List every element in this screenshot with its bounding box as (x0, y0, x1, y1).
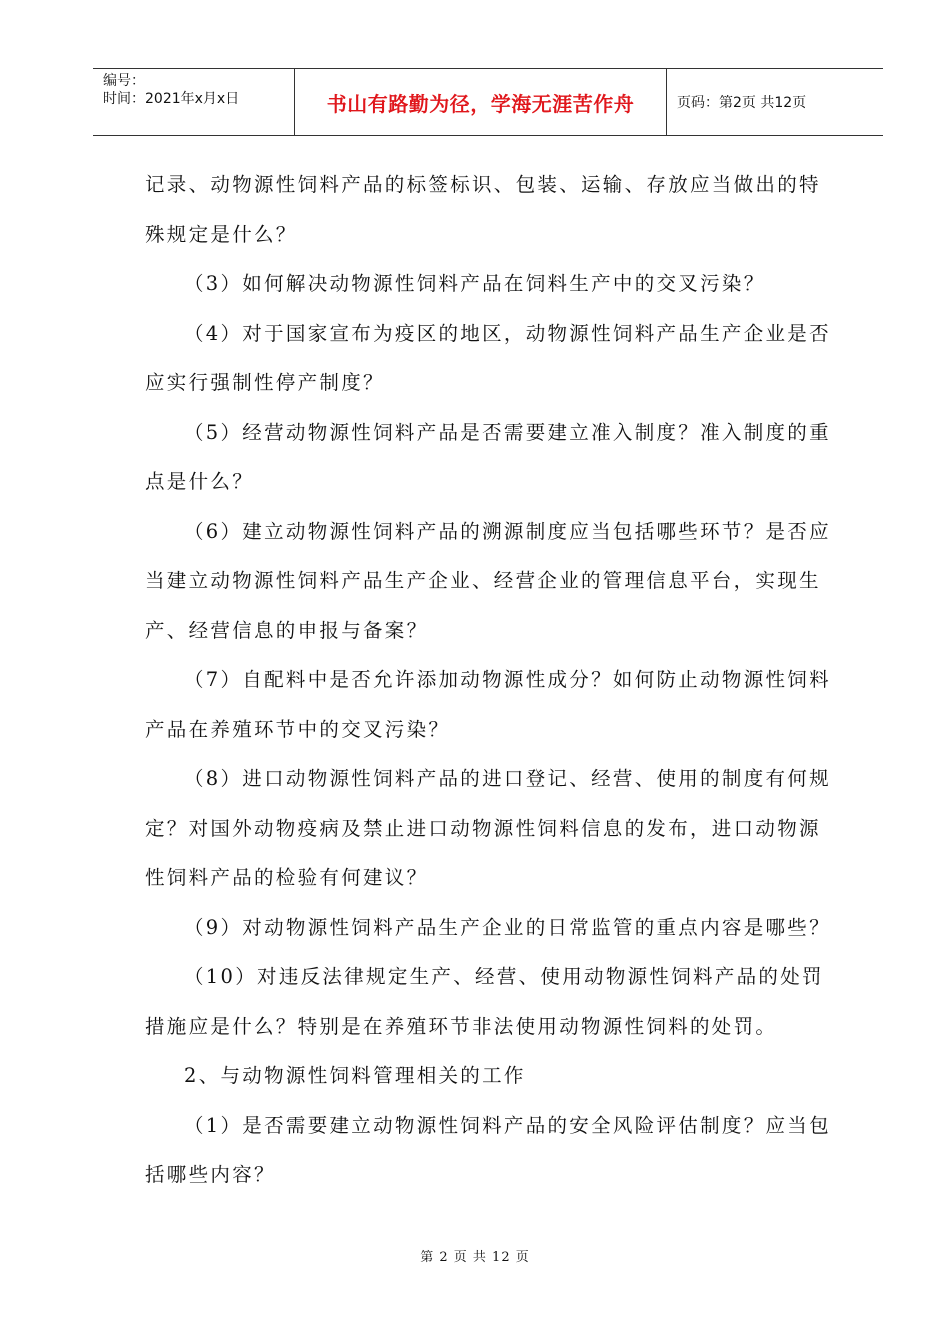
paragraph: （6）建立动物源性饲料产品的溯源制度应当包括哪些环节？是否应当建立动物源性饲料产品生产企业、经营企业的管理信息平台，实现生产、经营信息的申报与备案？ (145, 519, 831, 642)
paragraph: （1）是否需要建立动物源性饲料产品的安全风险评估制度？应当包括哪些内容？ (145, 1113, 831, 1186)
header-page-info: 页码：第2页 共12页 (677, 95, 807, 111)
document-body (145, 160, 835, 1200)
paragraph: （3）如何解决动物源性饲料产品在饲料生产中的交叉污染？ (184, 272, 766, 295)
section-heading: 2、与动物源性饲料管理相关的工作 (184, 1064, 526, 1087)
paragraph: （9）对动物源性饲料产品生产企业的日常监管的重点内容是哪些？ (184, 915, 831, 939)
paragraph: 记录、动物源性饲料产品的标签标识、包装、运输、存放应当做出的特殊规定是什么？ (145, 173, 821, 246)
paragraph: （10）对违反法律规定生产、经营、使用动物源性饲料产品的处罚措施应是什么？特别是在养殖环节非法使用动物源性饲料的处罚。 (145, 965, 824, 1038)
paragraph: （8）进口动物源性饲料产品的进口登记、经营、使用的制度有何规定？对国外动物疫病及禁止进口动物源性饲料信息的发布，进口动物源性饲料产品的检验有何建议？ (145, 767, 831, 889)
header-motto: 书山有路勤为径，学海无涯苦作舟 (295, 69, 667, 135)
paragraph: （5）经营动物源性饲料产品是否需要建立准入制度？准入制度的重点是什么？ (145, 420, 831, 493)
paragraph: （7）自配料中是否允许添加动物源性成分？如何防止动物源性饲料产品在养殖环节中的交叉污染？ (145, 668, 831, 741)
document-number-label: 编号： (103, 73, 145, 89)
page-header (93, 68, 883, 136)
document-time-label: 时间：2021年x月x日 (103, 91, 240, 107)
header-meta (93, 69, 295, 135)
page-footer: 第 2 页 共 12 页 (420, 1250, 530, 1265)
paragraph: （4）对于国家宣布为疫区的地区，动物源性饲料产品生产企业是否应实行强制性停产制度？ (145, 321, 831, 394)
